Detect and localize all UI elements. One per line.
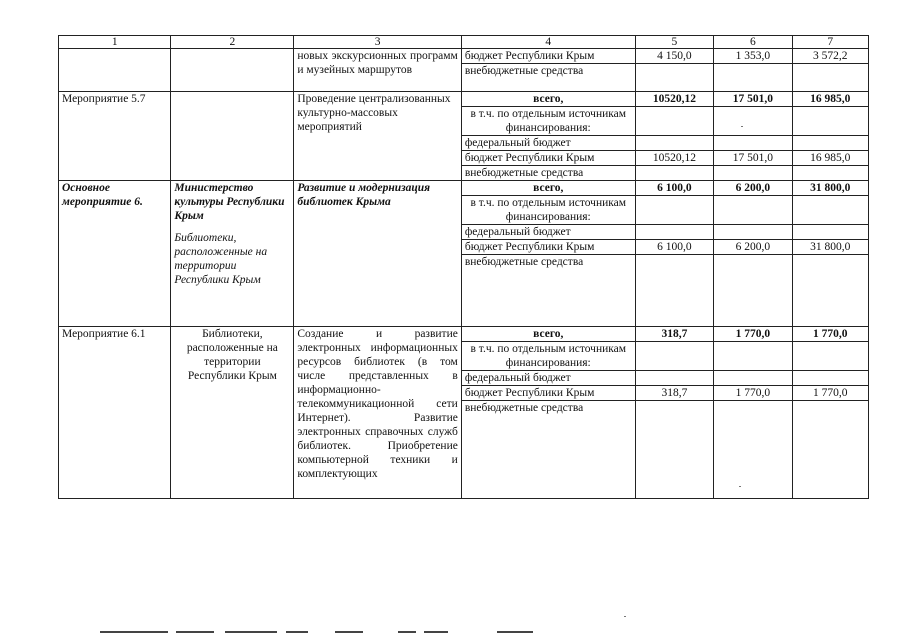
- table-row: [59, 327, 869, 342]
- value-cell: [714, 371, 792, 386]
- measure-executor: Библиотеки, расположенные на территории Республики Крым: [171, 327, 294, 499]
- col-header-5: 5: [635, 36, 713, 49]
- value-cell: 318,7: [635, 327, 713, 342]
- value-cell: [714, 255, 792, 327]
- value-cell: 318,7: [635, 386, 713, 401]
- source-crimea: бюджет Республики Крым: [461, 151, 635, 166]
- value-cell: [792, 64, 868, 92]
- value-cell: 1 770,0: [792, 386, 868, 401]
- value-cell: [792, 255, 868, 327]
- source-extra: внебюджетные средства: [461, 255, 635, 327]
- value-cell: [714, 342, 792, 371]
- scan-artifact-line: [286, 631, 308, 633]
- value-cell: [792, 225, 868, 240]
- source-extra: внебюджетные средства: [461, 64, 635, 92]
- table-row: [59, 49, 869, 64]
- source-extra: внебюджетные средства: [461, 166, 635, 181]
- value-cell: [635, 255, 713, 327]
- value-cell: 10520,12: [635, 151, 713, 166]
- table-row: [59, 181, 869, 196]
- scan-artifact-line: [335, 631, 363, 633]
- financing-table: [58, 35, 869, 499]
- executor-sub: Библиотеки, расположенные на территории Республики Крым: [174, 232, 268, 286]
- value-cell: [635, 196, 713, 225]
- value-cell: [635, 136, 713, 151]
- scan-artifact-line: [176, 631, 214, 633]
- value-cell: 10520,12: [635, 92, 713, 107]
- measure-name: Мероприятие 6.1: [59, 327, 171, 499]
- measure-name: Мероприятие 5.7: [59, 92, 171, 181]
- value-cell: [635, 166, 713, 181]
- col-header-2: 2: [171, 36, 294, 49]
- source-incl: в т.ч. по отдельным источникам финансирования:: [461, 342, 635, 371]
- measure-description: Создание и развитие электронных информационных ресурсов библиотек (в том числе представленных в информационно-телекоммуникационной сети Интернет). Развитие электронных справочных служб библиотек. Приобретение компьютерной техники и комплектующих: [294, 327, 462, 499]
- scan-artifact-line: [497, 631, 533, 633]
- value-cell: [714, 225, 792, 240]
- cell-empty: [171, 49, 294, 92]
- value-cell: [635, 342, 713, 371]
- source-federal: федеральный бюджет: [461, 371, 635, 386]
- measure-name: Основное мероприятие 6.: [59, 181, 171, 327]
- value-cell: [714, 196, 792, 225]
- value-cell: [792, 166, 868, 181]
- scan-artifact-dot: [741, 126, 743, 127]
- scan-artifact-dot: [624, 616, 626, 617]
- value-cell: [792, 136, 868, 151]
- value-cell: 4 150,0: [635, 49, 713, 64]
- source-incl: в т.ч. по отдельным источникам финансирования:: [461, 107, 635, 136]
- value-cell: [714, 107, 792, 136]
- scan-artifact-line: [398, 631, 416, 633]
- value-cell: [714, 136, 792, 151]
- value-cell: [635, 401, 713, 499]
- value-cell: [635, 107, 713, 136]
- source-extra: внебюджетные средства: [461, 401, 635, 499]
- source-crimea: бюджет Республики Крым: [461, 240, 635, 255]
- value-cell: 6 200,0: [714, 181, 792, 196]
- value-cell: [635, 371, 713, 386]
- col-header-4: 4: [461, 36, 635, 49]
- measure-executor: [171, 181, 294, 327]
- col-header-3: 3: [294, 36, 462, 49]
- value-cell: 31 800,0: [792, 181, 868, 196]
- value-cell: 1 770,0: [714, 386, 792, 401]
- measure-description: Проведение централизованных культурно-массовых мероприятий: [294, 92, 462, 181]
- col-header-6: 6: [714, 36, 792, 49]
- header-row: [59, 36, 869, 49]
- value-cell: [714, 166, 792, 181]
- source-incl: в т.ч. по отдельным источникам финансирования:: [461, 196, 635, 225]
- value-cell: 17 501,0: [714, 92, 792, 107]
- scan-artifact-dot: [739, 486, 741, 487]
- executor-main: Министерство культуры Республики Крым: [174, 182, 285, 222]
- cont-description: новых экскурсионных программ и музейных маршрутов: [294, 49, 462, 92]
- value-cell: [792, 196, 868, 225]
- source-total: всего,: [461, 327, 635, 342]
- table-row: [59, 92, 869, 107]
- scan-artifact-line: [424, 631, 448, 633]
- value-cell: [714, 401, 792, 499]
- measure-description: Развитие и модернизация библиотек Крыма: [294, 181, 462, 327]
- value-cell: 31 800,0: [792, 240, 868, 255]
- value-cell: 1 353,0: [714, 49, 792, 64]
- value-cell: [635, 64, 713, 92]
- value-cell: [792, 371, 868, 386]
- value-cell: 3 572,2: [792, 49, 868, 64]
- value-cell: [714, 64, 792, 92]
- source-total: всего,: [461, 181, 635, 196]
- value-cell: 6 100,0: [635, 240, 713, 255]
- source-crimea: бюджет Республики Крым: [461, 386, 635, 401]
- col-header-7: 7: [792, 36, 868, 49]
- cell-empty: [59, 49, 171, 92]
- source-crimea: бюджет Республики Крым: [461, 49, 635, 64]
- value-cell: 16 985,0: [792, 92, 868, 107]
- value-cell: 6 200,0: [714, 240, 792, 255]
- value-cell: 1 770,0: [792, 327, 868, 342]
- value-cell: [792, 107, 868, 136]
- scan-artifact-line: [225, 631, 277, 633]
- cell-empty: [171, 92, 294, 181]
- source-federal: федеральный бюджет: [461, 136, 635, 151]
- value-cell: [635, 225, 713, 240]
- col-header-1: 1: [59, 36, 171, 49]
- source-federal: федеральный бюджет: [461, 225, 635, 240]
- value-cell: [792, 342, 868, 371]
- value-cell: 6 100,0: [635, 181, 713, 196]
- scan-artifact-line: [100, 631, 168, 633]
- value-cell: 16 985,0: [792, 151, 868, 166]
- value-cell: [792, 401, 868, 499]
- value-cell: 1 770,0: [714, 327, 792, 342]
- value-cell: 17 501,0: [714, 151, 792, 166]
- source-total: всего,: [461, 92, 635, 107]
